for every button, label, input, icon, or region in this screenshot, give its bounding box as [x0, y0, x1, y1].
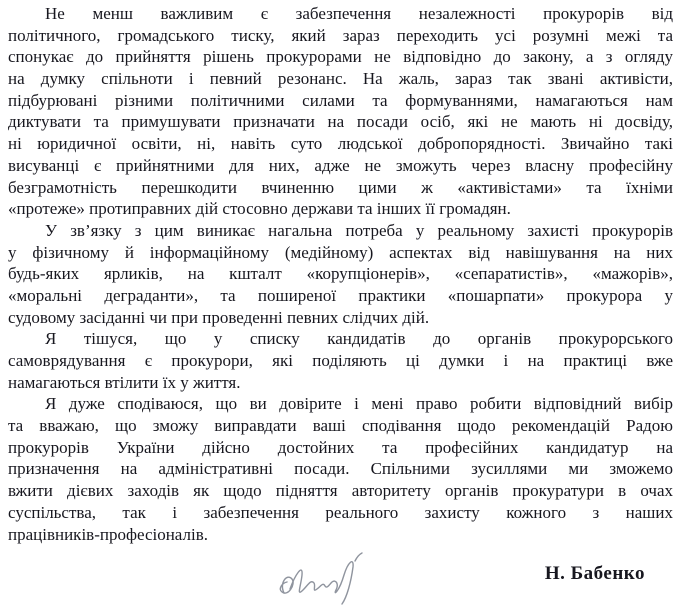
- text-line: ні юридичної освіти, ні, навіть суто людської добропорядності. Звичайно такі: [8, 134, 673, 154]
- text-line: намагаються втілити їх у життя.: [8, 372, 241, 392]
- text-line: на думку спільноти і певний резонанс. На жаль, зараз так звані активісти,: [8, 69, 673, 89]
- text-line: Я дуже сподіваюся, що ви довірите і мені право робити відповідний вибір: [45, 394, 673, 414]
- text-line: вжити дієвих заходів як щодо підняття авторитету органів прокуратури в очах: [8, 481, 673, 501]
- text-line: працівників-професіоналів.: [8, 524, 208, 544]
- text-line: судовому засіданні чи при проведенні певних слідчих дій.: [8, 307, 430, 327]
- text-line: безграмотність перешкодити вчиненню цими ж «активістами» та їхніми: [8, 177, 673, 197]
- paragraph: [8, 393, 673, 545]
- signature-scribble: [270, 549, 374, 607]
- text-line: Не менш важливим є забезпечення незалежності прокурорів від: [45, 4, 673, 23]
- text-line: суспільства, так і забезпечення реального захисту кожного з наших: [8, 502, 673, 522]
- paragraph: [8, 328, 673, 393]
- paragraph: [8, 3, 673, 220]
- text-line: висуванці є прийнятними для них, адже не зможуть через власну професійну: [8, 155, 673, 175]
- text-line: «протеже» протиправних дій стосовно держави та інших її громадян.: [8, 199, 511, 219]
- text-line: диктувати та примушувати призначати на посади осіб, які не мають ні досвіду,: [8, 112, 673, 132]
- text-line: самоврядування є прокурори, які поділяють ці думки і на практиці вже: [8, 351, 673, 370]
- signature-block: [8, 547, 673, 609]
- text-line: Я тішуся, що у списку кандидатів до органів прокурорського: [45, 329, 673, 349]
- text-line: підбурювані різними політичними силами та формуваннями, намагаються нам: [8, 90, 673, 110]
- text-line: спонукає до прийняття рішень прокурорами не відповідно до закону, а з огляду: [8, 47, 673, 67]
- signatory-name: Н. Бабенко: [544, 563, 645, 585]
- text-line: будь-яких ярликів, на кшталт «корупціонерів», «сепаратистів», «мажорів»,: [8, 264, 673, 284]
- text-line: прокурорів України дійсно достойних та професійних кандидатур на: [8, 437, 673, 457]
- text-line: політичного, громадського тиску, який зараз переходить усі розумні межі та: [8, 25, 673, 45]
- text-line: та вважаю, що зможу виправдати ваші сподівання щодо рекомендацій Радою: [8, 416, 673, 436]
- paragraph: [8, 220, 673, 328]
- text-line: У зв’язку з цим виникає нагальна потреба у реальному захисті прокурорів: [45, 220, 673, 240]
- text-line: «моральні деграданти», та поширеної практики «пошарпати» прокурора у: [8, 285, 673, 305]
- text-line: у фізичному й інформаційному (медійному) аспектах від навішування на них: [8, 242, 673, 262]
- text-line: призначення на адміністративні посади. Спільними зусиллями ми зможемо: [8, 459, 673, 479]
